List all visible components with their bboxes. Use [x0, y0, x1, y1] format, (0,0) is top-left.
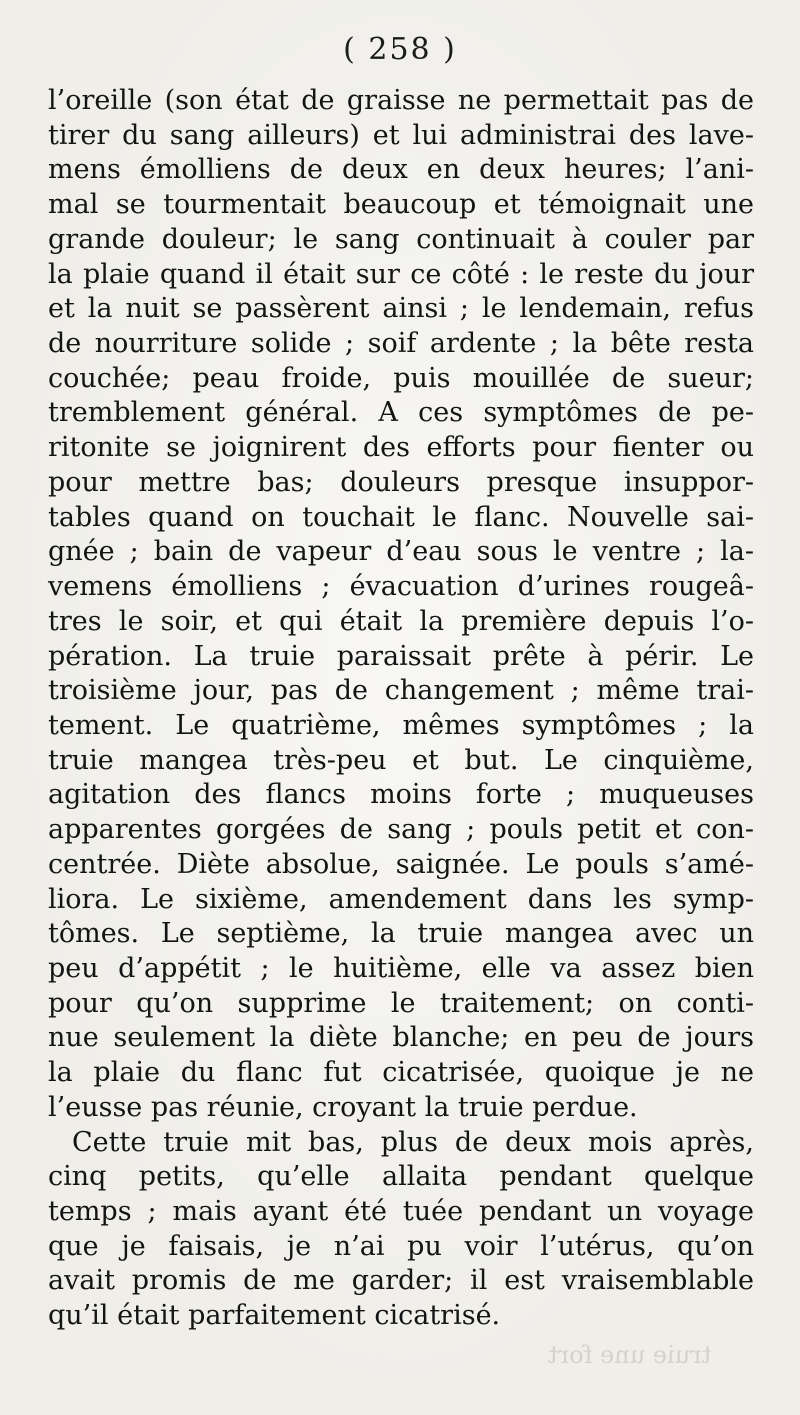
text-line: gnée ; bain de vapeur d’eau sous le ventre ; la- — [48, 536, 754, 568]
text-line: la plaie quand il était sur ce côté : le reste du jour — [48, 258, 754, 290]
text-line: peu d’appétit ; le huitième, elle va assez bien — [48, 952, 754, 984]
page-number: ( 258 ) — [343, 32, 457, 67]
text-line: grande douleur; le sang continuait à couler par — [48, 223, 754, 255]
text-line: avait promis de me garder; il est vraisemblable — [48, 1265, 754, 1297]
text-line: tirer du sang ailleurs) et lui administrai des lave- — [48, 119, 754, 151]
text-line: nue seulement la diète blanche; en peu de jours — [48, 1022, 754, 1054]
text-line: troisième jour, pas de changement ; même trai- — [48, 675, 754, 707]
text-line: que je faisais, je n’ai pu voir l’utérus, qu’on — [48, 1230, 754, 1262]
text-line: tômes. Le septième, la truie mangea avec un — [48, 918, 754, 950]
text-line: pour qu’on supprime le traitement; on conti- — [48, 987, 754, 1019]
text-line: liora. Le sixième, amendement dans les symp- — [48, 883, 754, 915]
text-line: couchée; peau froide, puis mouillée de sueur; — [48, 362, 754, 394]
text-line: apparentes gorgées de sang ; pouls petit et con- — [48, 814, 754, 846]
paragraph-end-line: l’eusse pas réunie, croyant la truie perdue. — [48, 1091, 638, 1123]
text-line: mal se tourmentait beaucoup et témoignait une — [48, 189, 754, 221]
text-line: pour mettre bas; douleurs presque insuppor- — [48, 466, 754, 498]
text-line: tement. Le quatrième, mêmes symptômes ; la — [48, 709, 754, 741]
text-line: mens émolliens de deux en deux heures; l’ani- — [48, 154, 754, 186]
text-line: pération. La truie paraissait prête à périr. Le — [48, 640, 754, 672]
text-line: de nourriture solide ; soif ardente ; la bête resta — [48, 328, 754, 360]
bleed-through-text: truie une fort — [548, 1341, 712, 1369]
text-line: agitation des flancs moins forte ; muqueuses — [48, 779, 754, 811]
paragraph-end-line: qu’il était parfaitement cicatrisé. — [48, 1300, 501, 1332]
text-line: et la nuit se passèrent ainsi ; le lendemain, refus — [48, 293, 754, 325]
text-line: tables quand on touchait le flanc. Nouvelle sai- — [48, 501, 754, 533]
text-line: vemens émolliens ; évacuation d’urines rougeâ- — [48, 571, 754, 603]
text-line: l’oreille (son état de graisse ne permettait pas de — [48, 85, 754, 116]
text-line: tres le soir, et qui était la première depuis l’o- — [48, 605, 754, 637]
text-line: tremblement général. A ces symptômes de pe- — [48, 397, 754, 429]
text-line: truie mangea très-peu et but. Le cinquième, — [48, 744, 754, 776]
text-line: cinq petits, qu’elle allaita pendant quelque — [48, 1161, 754, 1193]
body-text — [48, 84, 754, 1334]
text-line: ritonite se joignirent des efforts pour fienter ou — [48, 432, 754, 464]
text-line: temps ; mais ayant été tuée pendant un voyage — [48, 1196, 754, 1227]
text-line: centrée. Diète absolue, saignée. Le pouls s’amé- — [48, 848, 754, 880]
text-line: la plaie du flanc fut cicatrisée, quoique je ne — [48, 1057, 754, 1089]
paragraph-start-line: Cette truie mit bas, plus de deux mois après, — [72, 1126, 754, 1158]
